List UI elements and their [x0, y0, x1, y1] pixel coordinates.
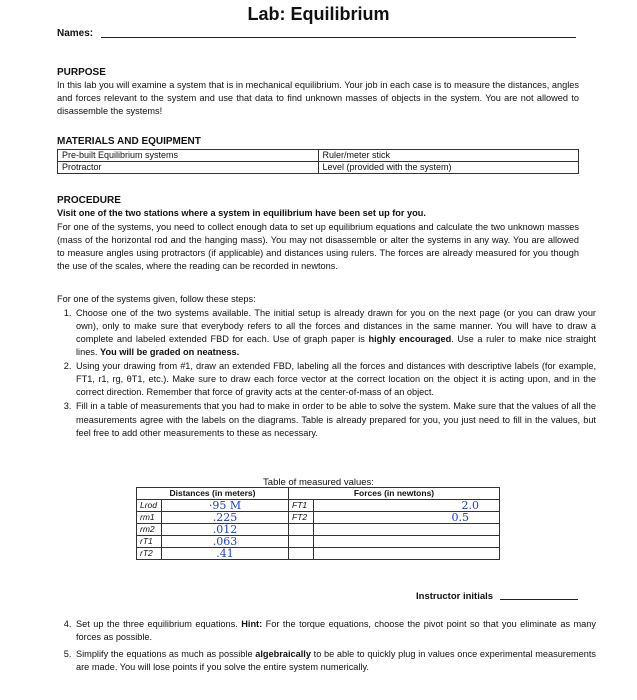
- row-label: FT1: [289, 500, 314, 512]
- table-cell: Ruler/meter stick: [318, 150, 579, 162]
- distances-header: Distances (in meters): [137, 488, 289, 500]
- step-5-text-2: to be able to quickly plug in values once experimental measurements are made. You will lose points if you solve the entire system numerically.: [76, 649, 596, 673]
- table-row: [137, 548, 500, 560]
- instructor-initials-line[interactable]: [500, 599, 578, 600]
- cell-value[interactable]: ·95 M: [162, 500, 289, 512]
- table-row: [137, 524, 500, 536]
- procedure-heading: PROCEDURE: [57, 195, 121, 206]
- empty-cell[interactable]: [289, 536, 314, 548]
- cell-value[interactable]: .063: [162, 536, 289, 548]
- table-row: [137, 536, 500, 548]
- step-4-text-2: For the torque equations, choose the pivot point so that you eliminate as many forces as possible.: [76, 619, 596, 643]
- step-5-emphasis: algebraically: [255, 649, 311, 660]
- table-row: [58, 162, 579, 174]
- step-5: [74, 648, 596, 674]
- later-steps: [57, 618, 596, 678]
- step-2: 2. Using your drawing from #1, draw an extended FBD, labeling all the forces and distances with descriptive labels (for example, FT1, r1, rg, θT1, etc.). Make sure to draw each force vector at the correct location on the object it is acting upon, and in the correct direction. Remember that force of gravity acts at the center-of-mass of an object.: [74, 360, 596, 399]
- procedure-steps: [57, 307, 596, 441]
- row-label: FT2: [289, 512, 314, 524]
- procedure-subheading: Visit one of the two stations where a system in equilibrium have been set up for you.: [57, 208, 426, 218]
- step-5-text: Simplify the equations as much as possible: [76, 649, 256, 660]
- table-cell: Protractor: [58, 162, 319, 174]
- measured-table-caption: Table of measured values:: [263, 477, 374, 488]
- empty-cell[interactable]: [289, 548, 314, 560]
- materials-table: [57, 149, 579, 174]
- purpose-text: In this lab you will examine a system that is in mechanical equilibrium. Your job in each case is to measure the distances, angles and forces relevant to the system and use that data to find unknown masses of objects in the system. You are not allowed to disassemble the systems!: [57, 80, 579, 117]
- step-1-text-2: . Use a ruler to make nice straight lines.: [76, 334, 596, 358]
- procedure-intro: For one of the systems given, follow these steps:: [57, 294, 256, 304]
- row-label: Lrod: [137, 500, 162, 512]
- cell-value[interactable]: .012: [162, 524, 289, 536]
- table-cell: Pre-built Equilibrium systems: [58, 150, 319, 162]
- names-label: Names:: [57, 28, 94, 39]
- empty-cell[interactable]: [314, 536, 500, 548]
- table-row: [137, 512, 500, 524]
- cell-value[interactable]: .41: [162, 548, 289, 560]
- step-1: [74, 307, 596, 359]
- table-row: [58, 150, 579, 162]
- empty-cell[interactable]: [289, 524, 314, 536]
- step-4: [74, 618, 596, 644]
- materials-heading: MATERIALS AND EQUIPMENT: [57, 136, 201, 147]
- row-label: rm1: [137, 512, 162, 524]
- purpose-heading: PURPOSE: [57, 67, 106, 78]
- table-cell: Level (provided with the system): [318, 162, 579, 174]
- step-1-neatness: You will be graded on neatness.: [100, 347, 240, 358]
- cell-value[interactable]: 2.0: [314, 500, 500, 512]
- step-1-text: Choose one of the two systems available. The initial setup is already drawn for you on the next page (or you can draw your own), only to make sure that everybody refers to all the forces and distances in the same manner. You will have to draw a complete and labeled extended FBD for each. Use of graph paper is: [76, 308, 596, 345]
- cell-value[interactable]: .225: [162, 512, 289, 524]
- step-1-emphasis: highly encouraged: [368, 334, 452, 345]
- instructor-initials-label: Instructor initials: [416, 591, 494, 602]
- step-4-text: Set up the three equilibrium equations.: [76, 619, 242, 629]
- empty-cell[interactable]: [314, 548, 500, 560]
- row-label: rm2: [137, 524, 162, 536]
- row-label: rT2: [137, 548, 162, 560]
- empty-cell[interactable]: [314, 524, 500, 536]
- step-4-hint: Hint:: [241, 619, 263, 629]
- measured-values-table: [136, 487, 500, 560]
- page-title: Lab: Equilibrium: [247, 4, 390, 24]
- step-3: 3. Fill in a table of measurements that you had to make in order to be able to solve the system. Make sure that the values of all the measurements agree with the labels on the diagrams. Table is already prepared for you, you just need to fill in the values, but feel free to add other measurements to these as necessary.: [74, 400, 596, 439]
- cell-value[interactable]: 0.5: [314, 512, 500, 524]
- table-header-row: [137, 488, 500, 500]
- forces-header: Forces (in newtons): [289, 488, 500, 500]
- names-line[interactable]: [101, 37, 576, 38]
- table-row: [137, 500, 500, 512]
- procedure-text: For one of the systems, you need to collect enough data to set up equilibrium equations and calculate the two unknown masses (mass of the horizontal rod and the hanging mass). You may not disassemble or alter the systems in any way. You are allowed to measure angles using protractors (if applicable) and distances using rulers. The forces are already measured for you though the use of the scales, where the reading can be recorded in newtons.: [57, 222, 579, 272]
- row-label: rT1: [137, 536, 162, 548]
